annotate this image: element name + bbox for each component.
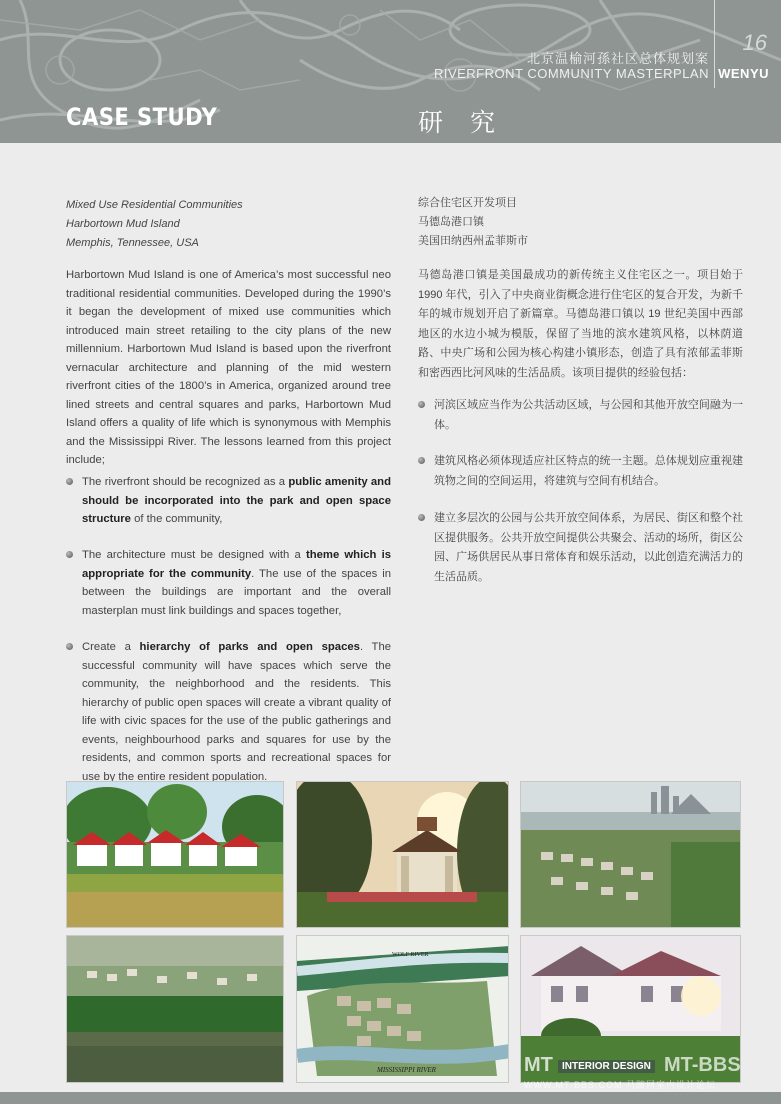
photo-masterplan-map [296, 935, 509, 1083]
photo-gazebo [296, 781, 509, 928]
lesson-emphasis: theme which is appropriate for the community [82, 549, 391, 580]
bullet-icon [418, 514, 425, 521]
lesson-emphasis: public amenity and should be incorporated into the park and open space structure [82, 476, 391, 525]
bullet-icon [418, 401, 425, 408]
lesson-text: The riverfront should be recognized as a [82, 476, 289, 488]
watermark-tagline: INTERIOR DESIGN [558, 1060, 655, 1073]
intro-paragraph-en: Harbortown Mud Island is one of America’s most successful neo traditional residential communities. Developed during the 1990’s it began the development of mixed use communities which introduced main street retailing to the city plans of the new millennium. Harbortown Mud Island is based upon the riverfront vernacular architecture and planning of the mid western riverfront cities of the 1800’s in America, organized around tree lined streets and central squares and parks, Harbortown Mud Island offers a quality of life which is synonymous with Memphis and the Mississippi River. The lessons learned from this project include; [66, 269, 391, 466]
lesson-list-cn [418, 452, 743, 491]
photo-river-aerial [66, 935, 284, 1083]
brand-label: WENYU [718, 66, 769, 81]
subhead-line: Memphis, Tennessee, USA [66, 237, 199, 249]
watermark-url: WWW.MT-BBS.COM 马蹄网室内设计论坛 [524, 1080, 716, 1090]
lesson-list-cn [418, 396, 743, 435]
subhead-line: 综合住宅区开发项目 [418, 197, 517, 209]
lesson-item [66, 546, 391, 620]
lesson-item [418, 509, 743, 587]
lesson-text: 建筑风格必须体现适应社区特点的统一主题。总体规划应重视建筑物之间的空间运用，将建筑与空间有机结合。 [434, 455, 743, 487]
bullet-icon [66, 643, 73, 650]
map-label-bottom: MISSISSIPPI RIVER [377, 1066, 436, 1074]
subhead-line: Mixed Use Residential Communities [66, 199, 243, 211]
watermark-brand: MT-BBS [664, 1054, 741, 1076]
section-title-en: CASE STUDY [66, 103, 218, 131]
project-title-cn: 北京温榆河孫社区总体规划案 [526, 51, 709, 66]
lesson-text: 河滨区域应当作为公共活动区域，与公园和其他开放空间融为一体。 [434, 399, 743, 431]
lesson-item [66, 473, 391, 529]
bullet-icon [66, 478, 73, 485]
intro-paragraph-cn: 马德岛港口镇是美国最成功的新传统主义住宅区之一。项目始于 1990 年代，引入了中央商业街概念进行住宅区的复合开发，为新千年的城市规划开启了新篇章。马德岛港口镇以 19 世纪美国中西部地区的水边小城为模版，保留了当地的滨水建筑风格，以林荫道路、中央广场和公园为核心构建小镇形态，创造了具有浓郁孟菲斯和密西西比河风味的生活品质。该项目提供的经验包括： [418, 269, 743, 379]
lesson-list-en [66, 473, 391, 529]
lesson-text: The architecture must be designed with a [82, 549, 306, 561]
lesson-item [418, 452, 743, 491]
subhead-line: 美国田纳西州孟菲斯市 [418, 235, 528, 247]
lesson-emphasis: hierarchy of parks and open spaces [139, 641, 360, 653]
subhead-line: 马德岛港口镇 [418, 216, 484, 228]
header-divider [714, 0, 715, 88]
page-header [0, 0, 781, 143]
lesson-item [418, 396, 743, 435]
photo-houses-meadow [66, 781, 284, 928]
subhead-line: Harbortown Mud Island [66, 218, 180, 230]
photo-aerial-town [520, 781, 741, 928]
page-number: 16 [742, 30, 767, 55]
project-subhead-cn [418, 194, 743, 251]
lesson-text: of the community, [130, 513, 223, 525]
project-title-en: RIVERFRONT COMMUNITY MASTERPLAN [433, 66, 709, 81]
bullet-icon [66, 551, 73, 558]
map-label-top: WOLF RIVER [392, 952, 429, 958]
lesson-item [66, 638, 391, 786]
lesson-text: Create a [82, 641, 140, 653]
footer-bar [0, 1092, 781, 1104]
section-title-cn: 研 究 [418, 109, 505, 137]
lesson-text: 建立多层次的公园与公共开放空间体系，为居民、街区和整个社区提供服务。公共开放空间提供公共聚会、活动的场所，街区公园、广场供居民从事日常体育和娱乐活动，以此创造充满活力的生活品质。 [434, 512, 743, 583]
project-subhead-en [66, 196, 391, 253]
lesson-text: . The use of the spaces in between the buildings are important and the overall masterplan must link buildings and spaces together, [82, 567, 391, 617]
lesson-text: . The successful community will have spaces which serve the community, the neighborhood and the residents. This hierarchy of public open spaces will create a vibrant quality of life with civic spaces for the use of the public gatherings and events, neighbourhood parks and squares for use by the residents, and common sports and recreational spaces for use by the entire resident population. [82, 641, 392, 783]
lesson-list-en [66, 546, 391, 620]
lesson-list-cn [418, 509, 743, 587]
watermark-logo: MT [524, 1054, 553, 1076]
bullet-icon [418, 457, 425, 464]
lesson-list-en [66, 638, 391, 786]
